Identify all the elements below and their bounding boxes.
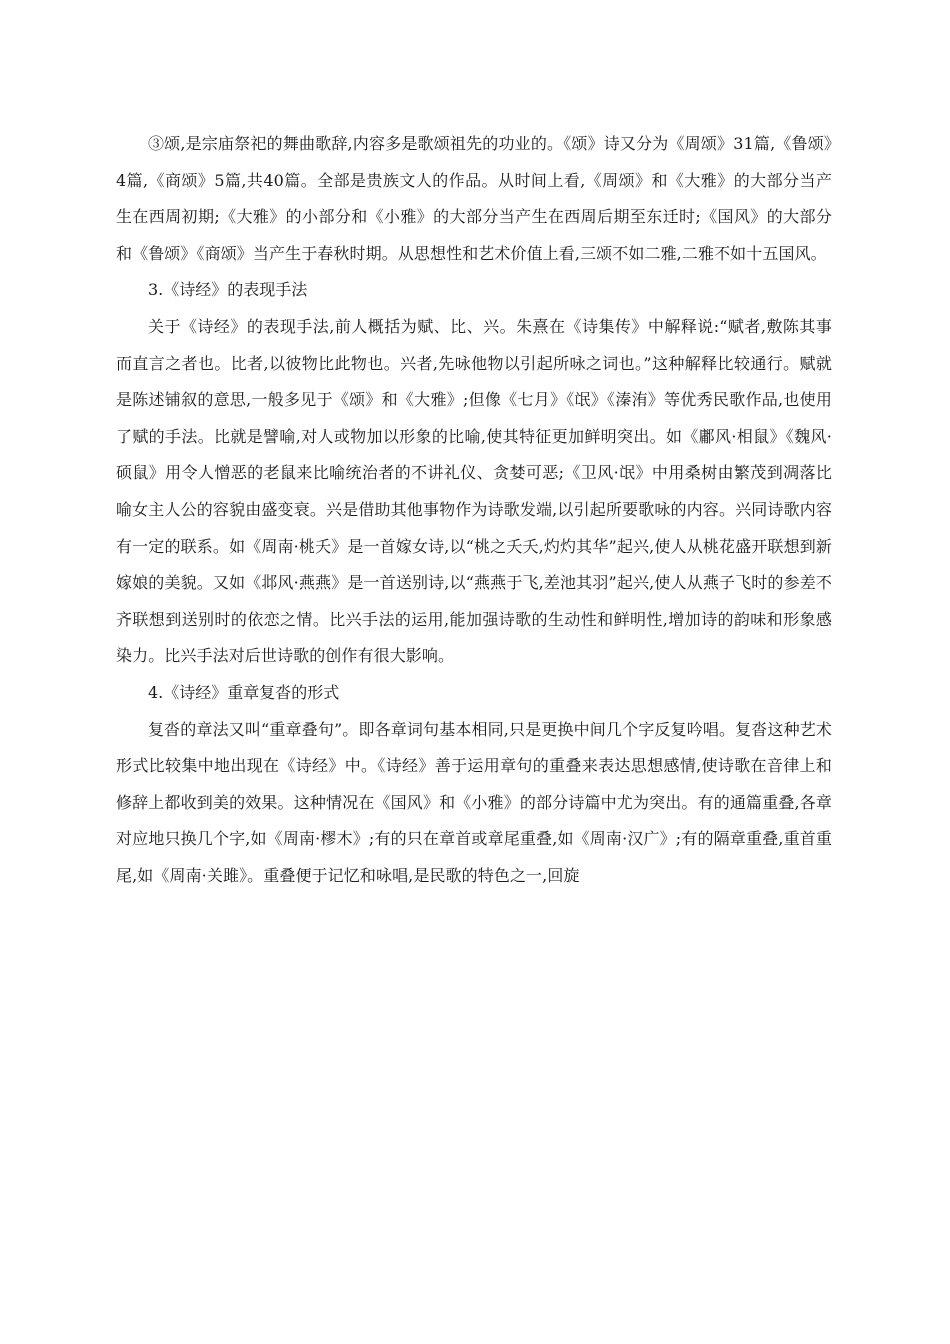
section-heading-repetition-form: 4.《诗经》重章复沓的形式	[148, 682, 340, 702]
paragraph-song-section: ③颂,是宗庙祭祀的舞曲歌辞,内容多是歌颂祖先的功业的。《颂》诗又分为《周颂》31篇,《鲁颂》4篇,《商颂》5篇,共40篇。全部是贵族文人的作品。从时间上看,《周颂》和《大雅》的大部分当产生在西周初期;《大雅》的小部分和《小雅》的大部分当产生在西周后期至东迁时;《国风》的大部分和《鲁颂》《商颂》当产生于春秋时期。从思想性和艺术价值上看,三颂不如二雅,二雅不如十五国风。	[116, 134, 832, 263]
paragraph-repetition: 复沓的章法又叫“重章叠句”。即各章词句基本相同,只是更换中间几个字反复吟唱。复沓这种艺术形式比较集中地出现在《诗经》中。《诗经》善于运用章句的重叠来表达思想感情,使诗歌在音律上和修辞上都收到美的效果。这种情况在《国风》和《小雅》的部分诗篇中尤为突出。有的通篇重叠,各章对应地只换几个字,如《周南·樛木》;有的只在章首或章尾重叠,如《周南·汉广》;有的隔章重叠,重首重尾,如《周南·关雎》。重叠便于记忆和咏唱,是民歌的特色之一,回旋	[116, 719, 832, 885]
document-body	[116, 126, 832, 894]
section-heading-expression-techniques: 3.《诗经》的表现手法	[148, 280, 308, 300]
paragraph-fu-bi-xing: 关于《诗经》的表现手法,前人概括为赋、比、兴。朱熹在《诗集传》中解释说:“赋者,敷陈其事而直言之者也。比者,以彼物比此物也。兴者,先咏他物以引起所咏之词也。”这种解释比较通行。赋就是陈述铺叙的意思,一般多见于《颂》和《大雅》;但像《七月》《氓》《溱洧》等优秀民歌作品,也使用了赋的手法。比就是譬喻,对人或物加以形象的比喻,使其特征更加鲜明突出。如《鄘风·相鼠》《魏风·硕鼠》用令人憎恶的老鼠来比喻统治者的不讲礼仪、贪婪可恶;《卫风·氓》中用桑树由繁茂到凋落比喻女主人公的容貌由盛变衰。兴是借助其他事物作为诗歌发端,以引起所要歌咏的内容。兴同诗歌内容有一定的联系。如《周南·桃夭》是一首嫁女诗,以“桃之夭夭,灼灼其华”起兴,使人从桃花盛开联想到新嫁娘的美貌。又如《邶风·燕燕》是一首送别诗,以“燕燕于飞,差池其羽”起兴,使人从燕子飞时的参差不齐联想到送别时的依恋之情。比兴手法的运用,能加强诗歌的生动性和鲜明性,增加诗的韵味和形象感染力。比兴手法对后世诗歌的创作有很大影响。	[116, 316, 832, 666]
